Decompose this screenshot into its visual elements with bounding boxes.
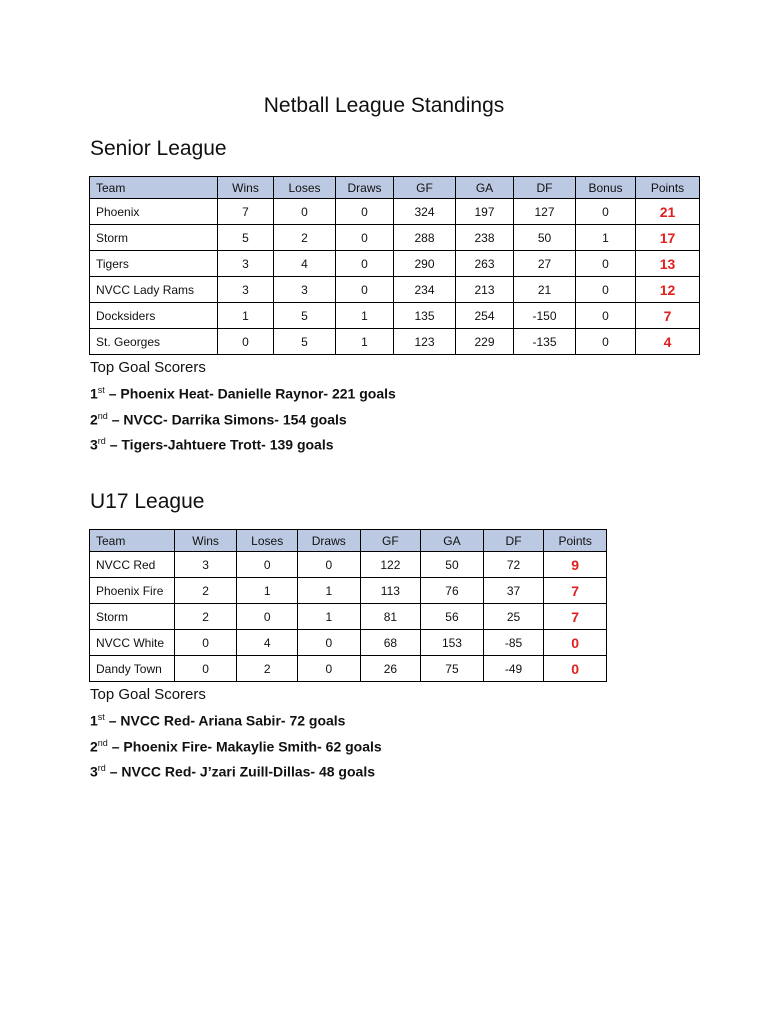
team-name-cell: Phoenix Fire — [90, 578, 175, 604]
team-name-cell: Dandy Town — [90, 656, 175, 682]
team-name-cell: NVCC Red — [90, 552, 175, 578]
stat-cell: 1 — [336, 329, 394, 355]
stat-cell: 1 — [576, 225, 636, 251]
stat-cell: 324 — [394, 199, 456, 225]
stat-cell: 229 — [456, 329, 514, 355]
scorer-rank: 3 — [90, 763, 98, 780]
table-header-row — [90, 530, 607, 552]
points-cell: 4 — [636, 329, 700, 355]
scorer-text: – NVCC Red- Ariana Sabir- 72 goals — [104, 712, 346, 729]
stat-cell: 288 — [394, 225, 456, 251]
stat-cell: -49 — [483, 656, 544, 682]
stat-cell: 4 — [237, 630, 298, 656]
stat-cell: 0 — [174, 656, 237, 682]
stat-cell: 3 — [218, 251, 274, 277]
column-header: Wins — [174, 530, 237, 552]
stat-cell: 2 — [174, 604, 237, 630]
stat-cell: 5 — [218, 225, 274, 251]
points-cell: 7 — [544, 578, 607, 604]
stat-cell: 0 — [576, 303, 636, 329]
stat-cell: 50 — [421, 552, 484, 578]
stat-cell: 0 — [576, 199, 636, 225]
stat-cell: 3 — [174, 552, 237, 578]
scorer-rank: 1 — [90, 385, 98, 402]
team-name-cell: St. Georges — [90, 329, 218, 355]
table-row — [90, 303, 700, 329]
column-header: DF — [514, 177, 576, 199]
stat-cell: 26 — [360, 656, 421, 682]
stat-cell: 76 — [421, 578, 484, 604]
points-cell: 13 — [636, 251, 700, 277]
stat-cell: 3 — [218, 277, 274, 303]
stat-cell: 0 — [297, 630, 360, 656]
column-header: Team — [90, 177, 218, 199]
stat-cell: 2 — [237, 656, 298, 682]
column-header: Wins — [218, 177, 274, 199]
column-header: Loses — [274, 177, 336, 199]
stat-cell: 113 — [360, 578, 421, 604]
table-row — [90, 552, 607, 578]
stat-cell: 0 — [576, 251, 636, 277]
stat-cell: 25 — [483, 604, 544, 630]
scorer-text: – NVCC Red- J’zari Zuill-Dillas- 48 goals — [105, 763, 375, 780]
stat-cell: 122 — [360, 552, 421, 578]
stat-cell: 0 — [336, 251, 394, 277]
stat-cell: 197 — [456, 199, 514, 225]
scorer-line — [90, 732, 382, 758]
table-row — [90, 329, 700, 355]
team-name-cell: NVCC Lady Rams — [90, 277, 218, 303]
team-name-cell: Tigers — [90, 251, 218, 277]
stat-cell: 0 — [274, 199, 336, 225]
stat-cell: 3 — [274, 277, 336, 303]
stat-cell: 1 — [218, 303, 274, 329]
team-name-cell: Storm — [90, 225, 218, 251]
stat-cell: 0 — [297, 656, 360, 682]
stat-cell: 0 — [576, 329, 636, 355]
u17-league-title: U17 League — [90, 490, 205, 513]
table-header-row — [90, 177, 700, 199]
stat-cell: 5 — [274, 329, 336, 355]
u17-standings-table — [89, 529, 607, 682]
scorer-line — [90, 405, 396, 431]
stat-cell: 0 — [237, 552, 298, 578]
table-row — [90, 656, 607, 682]
stat-cell: 4 — [274, 251, 336, 277]
stat-cell: 2 — [174, 578, 237, 604]
scorer-line — [90, 430, 396, 456]
scorer-text: – Tigers-Jahtuere Trott- 139 goals — [105, 436, 334, 453]
stat-cell: 0 — [336, 277, 394, 303]
stat-cell: 1 — [297, 604, 360, 630]
table-row — [90, 251, 700, 277]
stat-cell: 5 — [274, 303, 336, 329]
senior-league-title: Senior League — [90, 137, 227, 160]
table-row — [90, 225, 700, 251]
column-header: Draws — [336, 177, 394, 199]
stat-cell: 27 — [514, 251, 576, 277]
stat-cell: 75 — [421, 656, 484, 682]
stat-cell: -85 — [483, 630, 544, 656]
points-cell: 12 — [636, 277, 700, 303]
scorer-rank: 1 — [90, 712, 98, 729]
scorer-text: – Phoenix Heat- Danielle Raynor- 221 goals — [104, 385, 396, 402]
table-row — [90, 277, 700, 303]
stat-cell: 0 — [174, 630, 237, 656]
page-title: Netball League Standings — [263, 94, 505, 117]
stat-cell: 7 — [218, 199, 274, 225]
stat-cell: 0 — [576, 277, 636, 303]
stat-cell: 0 — [297, 552, 360, 578]
points-cell: 21 — [636, 199, 700, 225]
team-name-cell: Storm — [90, 604, 175, 630]
scorer-text: – NVCC- Darrika Simons- 154 goals — [107, 411, 347, 428]
team-name-cell: Docksiders — [90, 303, 218, 329]
stat-cell: 1 — [237, 578, 298, 604]
scorer-line — [90, 757, 382, 783]
points-cell: 17 — [636, 225, 700, 251]
senior-standings-table — [89, 176, 700, 355]
stat-cell: 1 — [297, 578, 360, 604]
table-row — [90, 578, 607, 604]
stat-cell: 290 — [394, 251, 456, 277]
scorer-rank-suffix: st — [97, 385, 105, 395]
scorer-rank: 2 — [90, 411, 98, 428]
stat-cell: 21 — [514, 277, 576, 303]
team-name-cell: NVCC White — [90, 630, 175, 656]
points-cell: 0 — [544, 656, 607, 682]
stat-cell: 153 — [421, 630, 484, 656]
table-row — [90, 604, 607, 630]
column-header: GA — [421, 530, 484, 552]
column-header: GA — [456, 177, 514, 199]
points-cell: 7 — [636, 303, 700, 329]
scorer-rank-suffix: st — [97, 712, 105, 722]
stat-cell: 123 — [394, 329, 456, 355]
stat-cell: 213 — [456, 277, 514, 303]
stat-cell: 56 — [421, 604, 484, 630]
scorer-line — [90, 379, 396, 405]
scorer-rank-suffix: rd — [97, 436, 106, 447]
stat-cell: 238 — [456, 225, 514, 251]
scorer-rank-suffix: nd — [97, 737, 108, 748]
stat-cell: 2 — [274, 225, 336, 251]
stat-cell: 0 — [336, 199, 394, 225]
stat-cell: 234 — [394, 277, 456, 303]
scorer-text: – Phoenix Fire- Makaylie Smith- 62 goals — [107, 738, 382, 755]
stat-cell: 68 — [360, 630, 421, 656]
stat-cell: 37 — [483, 578, 544, 604]
stat-cell: 263 — [456, 251, 514, 277]
scorer-rank-suffix: nd — [97, 410, 108, 421]
scorer-rank: 3 — [90, 436, 98, 453]
u17-top-scorers — [90, 684, 382, 783]
column-header: Team — [90, 530, 175, 552]
column-header: GF — [360, 530, 421, 552]
stat-cell: 135 — [394, 303, 456, 329]
stat-cell: 81 — [360, 604, 421, 630]
stat-cell: 254 — [456, 303, 514, 329]
stat-cell: 127 — [514, 199, 576, 225]
column-header: Points — [636, 177, 700, 199]
stat-cell: 1 — [336, 303, 394, 329]
stat-cell: 0 — [237, 604, 298, 630]
scorer-rank-suffix: rd — [97, 763, 106, 774]
stat-cell: -135 — [514, 329, 576, 355]
table-row — [90, 199, 700, 225]
column-header: DF — [483, 530, 544, 552]
column-header: Loses — [237, 530, 298, 552]
stat-cell: 50 — [514, 225, 576, 251]
top-scorers-title: Top Goal Scorers — [90, 359, 206, 376]
scorer-rank: 2 — [90, 738, 98, 755]
stat-cell: -150 — [514, 303, 576, 329]
column-header: Bonus — [576, 177, 636, 199]
scorer-line — [90, 706, 382, 732]
points-cell: 0 — [544, 630, 607, 656]
points-cell: 9 — [544, 552, 607, 578]
team-name-cell: Phoenix — [90, 199, 218, 225]
table-row — [90, 630, 607, 656]
column-header: Draws — [297, 530, 360, 552]
top-scorers-title: Top Goal Scorers — [90, 686, 206, 703]
points-cell: 7 — [544, 604, 607, 630]
senior-top-scorers — [90, 357, 396, 456]
stat-cell: 72 — [483, 552, 544, 578]
column-header: Points — [544, 530, 607, 552]
stat-cell: 0 — [336, 225, 394, 251]
stat-cell: 0 — [218, 329, 274, 355]
column-header: GF — [394, 177, 456, 199]
